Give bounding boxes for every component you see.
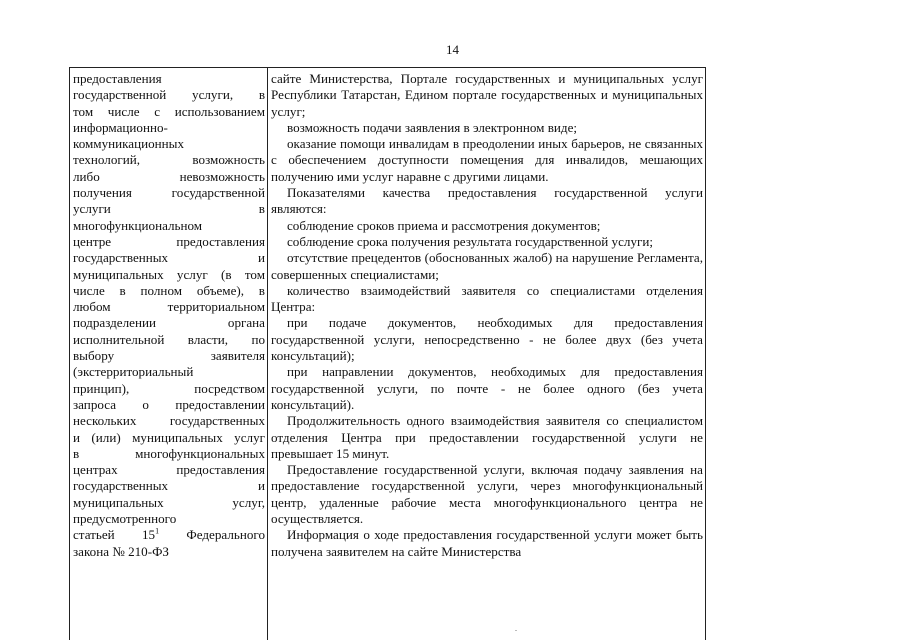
left-column-line: предоставления (73, 71, 162, 86)
left-column-line: принцип), посредством (73, 380, 265, 396)
left-column-line: государственных и (73, 478, 265, 494)
left-column-line: предусмотренного (73, 511, 177, 527)
right-column-cell (271, 71, 703, 560)
scan-speck (515, 630, 517, 631)
right-column-paragraph: возможность подачи заявления в электронном виде; (287, 119, 578, 135)
left-column-line: государственной услуги, в (73, 87, 265, 103)
left-column-line: государственных и (73, 250, 265, 266)
left-column-line: информационно- (73, 119, 168, 135)
left-column-line: любом территориальном (73, 299, 265, 315)
left-column-line: многофункциональном (73, 217, 203, 233)
right-column-paragraph: Продолжительность одного взаимодействия заявителя со специалистом отделения Центра при предоставлении государственной услуги не превышает 15 минут. (271, 413, 703, 461)
article-suffix: Федерального (159, 527, 265, 543)
article-prefix: статьей 15 (73, 527, 156, 543)
left-column-cell (73, 71, 265, 560)
left-column-line: и (или) муниципальных услуг (73, 429, 265, 445)
left-column-line: числе в полном объеме), в (73, 282, 265, 298)
left-column-line: исполнительной власти, по (73, 331, 265, 347)
left-column-line: центре предоставления (73, 233, 265, 249)
left-column-line: выбору заявителя (73, 348, 265, 364)
right-column-paragraph: сайте Министерства, Портале государственных и муниципальных услуг Республики Татарстан, Едином портале государственных и муниципальных услуг; (271, 71, 703, 119)
left-column-line: коммуникационных (73, 136, 185, 152)
left-column-article-line (73, 527, 265, 543)
left-column-line: услуги в (73, 201, 265, 217)
right-column-paragraph: количество взаимодействий заявителя со специалистами отделения Центра: (271, 282, 703, 315)
left-column-line: в многофункциональных (73, 445, 265, 461)
column-divider (267, 68, 268, 640)
left-column-line: либо невозможность (73, 168, 265, 184)
left-column-line: центрах предоставления (73, 462, 265, 478)
left-column-line: подразделении органа (73, 315, 265, 331)
left-column-line: нескольких государственных (73, 413, 265, 429)
left-column-line: технологий, возможность (73, 152, 265, 168)
right-column-paragraph: Показателями качества предоставления государственной услуги являются: (271, 185, 703, 217)
left-column-line: муниципальных услуг (в том (73, 266, 265, 282)
right-column-paragraph: оказание помощи инвалидам в преодолении иных барьеров, не связанных с обеспечением доступности помещения для инвалидов, мешающих получению ими услуг наравне с другими лицами. (271, 136, 703, 184)
left-column-line: том числе с использованием (73, 103, 265, 119)
right-column-paragraph: при направлении документов, необходимых для предоставления государственной услуги, по почте - не более одного (без учета консультаций). (271, 364, 703, 412)
right-column-paragraph: при подаче документов, необходимых для предоставления государственной услуги, непосредственно - не более двух (без учета консультаций); (271, 315, 703, 364)
right-column-paragraph: соблюдение сроков приема и рассмотрения документов; (287, 217, 601, 233)
left-column-line: запроса о предоставлении (73, 396, 265, 412)
right-column-paragraph: отсутствие прецедентов (обоснованных жалоб) на нарушение Регламента, совершенных специалистами; (271, 250, 703, 282)
right-column-paragraph: Информация о ходе предоставления государственной услуги может быть получена заявителем на сайте Министерства (271, 527, 703, 559)
left-column-line: (экстерриториальный (73, 364, 194, 380)
left-column-line: получения государственной (73, 185, 265, 201)
document-table (69, 67, 706, 640)
left-column-line: муниципальных услуг, (73, 494, 265, 510)
left-column-line: закона № 210-ФЗ (73, 543, 169, 559)
article-superscript: 1 (155, 526, 160, 536)
right-column-paragraph: соблюдение срока получения результата государственной услуги; (287, 233, 654, 249)
page-number: 14 (446, 42, 459, 57)
right-column-paragraph: Предоставление государственной услуги, включая подачу заявления на предоставление государственной услуги, через многофункциональный центр, удаленные рабочие места многофункционального центра не осуществляется. (271, 462, 703, 527)
